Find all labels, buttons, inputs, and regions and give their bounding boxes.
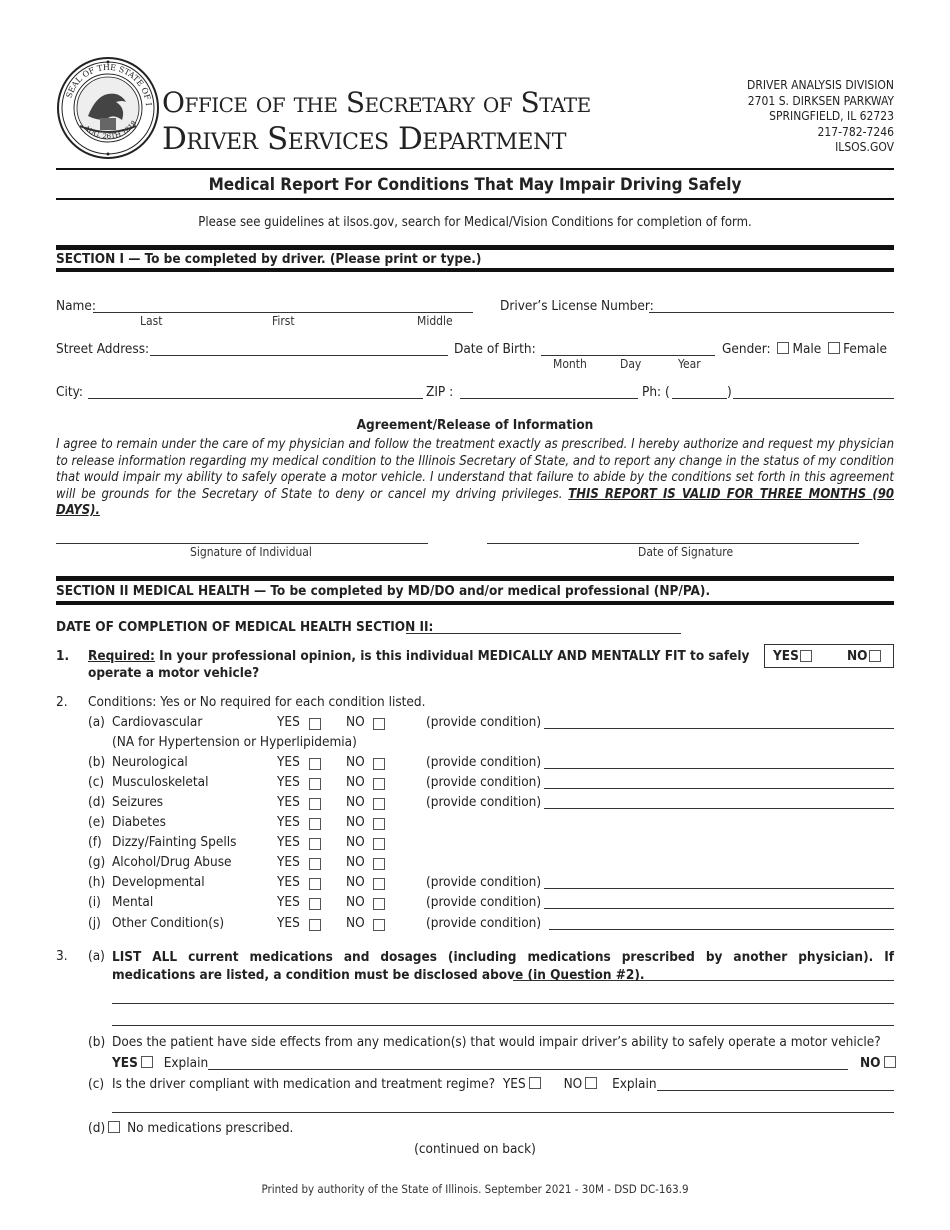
signature-label: Signature of Individual [190,545,312,559]
q3b-explain-field[interactable] [208,1069,848,1070]
condition-no-checkbox[interactable] [373,758,385,770]
q1-yes-label: YES [773,648,799,664]
provide-condition-field[interactable] [544,808,894,809]
condition-yes-checkbox[interactable] [309,838,321,850]
q2-intro: Conditions: Yes or No required for each condition listed. [88,694,426,710]
condition-name: Seizures [112,794,164,810]
condition-name: Dizzy/Fainting Spells [112,834,237,850]
condition-yes-label: YES [277,874,300,890]
condition-yes-checkbox[interactable] [309,758,321,770]
website: ILSOS.GOV [835,140,894,154]
date-completion-label: DATE OF COMPLETION OF MEDICAL HEALTH SECTION II: [56,619,434,635]
address-line-2: SPRINGFIELD, IL 62723 [769,109,894,123]
q3b-no-checkbox[interactable] [884,1056,896,1068]
dob-year-caption: Year [678,357,701,371]
first-name-caption: First [272,314,295,328]
q2-number: 2. [56,694,68,710]
q3c-no-label: NO [563,1076,583,1092]
q3b-text: Does the patient have side effects from any medication(s) that would impair driver’s ability to safely operate a motor vehicle? [112,1034,881,1050]
condition-yes-label: YES [277,834,300,850]
q3b-no-label: NO [860,1055,881,1071]
condition-no-checkbox[interactable] [373,878,385,890]
condition-letter: (f) [88,834,102,850]
dob-day-caption: Day [620,357,642,371]
q3c-group [112,1076,657,1092]
condition-no-checkbox[interactable] [373,718,385,730]
condition-no-checkbox[interactable] [373,818,385,830]
q3a-letter: (a) [88,948,105,964]
title-rule-top [56,168,894,170]
male-checkbox[interactable] [777,342,789,354]
date-completion-field[interactable] [406,633,681,634]
license-field[interactable] [649,312,894,313]
phone-close-paren: ) [727,384,732,400]
footer-note: Printed by authority of the State of Illinois. September 2021 - 30M - DSD DC-163.9 [261,1182,689,1196]
street-field[interactable] [150,355,448,356]
q1-required: Required: [88,648,155,664]
condition-letter: (g) [88,854,106,870]
provide-condition-label: (provide condition) [426,774,542,790]
condition-yes-checkbox[interactable] [309,818,321,830]
condition-no-label: NO [346,814,365,830]
date-signature-label: Date of Signature [638,545,734,559]
provide-condition-field[interactable] [544,768,894,769]
section2-rule-top [56,576,894,581]
condition-letter: (d) [88,794,106,810]
form-title: Medical Report For Conditions That May Impair Driving Safely [208,175,742,195]
q3b-yes-checkbox[interactable] [141,1056,153,1068]
q3c-yes-label: YES [502,1076,526,1092]
female-checkbox[interactable] [828,342,840,354]
section1-heading: SECTION I — To be completed by driver. (Please print or type.) [56,251,482,267]
q1-yes-checkbox[interactable] [800,650,812,662]
agreement-body: I agree to remain under the care of my physician and follow the treatment exactly as prescribed. I hereby authorize and request my physician to release information regarding my medical condition to the Illinois Secretary of State, and to report any change in the status of my condition that would impair my ability to safely operate a motor vehicle. I understand that failure to abide by the conditions set forth in this agreement will be grounds for the Secretary of State to deny or cancel my driving privileges. [56,437,894,502]
q3b-explain-label: Explain [163,1055,209,1071]
section2-heading: SECTION II MEDICAL HEALTH — To be completed by MD/DO and/or medical professional (NP/PA). [56,583,711,599]
q3a-text: LIST ALL current medications and dosages (including medications prescribed by another physician). If medications are listed, a condition must be disclosed above (in Question #2). [112,949,894,983]
department-title: Driver Services Department [162,121,566,157]
q1-question: In your professional opinion, is this individual MEDICALLY AND MENTALLY FIT to safely operate a motor vehicle? [88,648,750,681]
condition-yes-label: YES [277,714,300,730]
middle-name-caption: Middle [417,314,453,328]
condition-no-checkbox[interactable] [373,919,385,931]
city-label: City: [56,384,83,400]
section2-rule-bottom [56,601,894,605]
provide-condition-field[interactable] [544,908,894,909]
condition-name: Musculoskeletal [112,774,209,790]
condition-no-label: NO [346,754,365,770]
condition-name: Diabetes [112,814,166,830]
license-label: Driver’s License Number: [500,298,654,314]
q3b-yes-label: YES [112,1055,138,1071]
condition-name: Cardiovascular [112,714,203,730]
q3b-yes-group [112,1055,208,1071]
female-label: Female [843,341,887,357]
condition-yes-label: YES [277,794,300,810]
name-field[interactable] [93,312,473,313]
zip-field[interactable] [460,398,638,399]
phone-label: Ph: ( [642,384,670,400]
dob-field[interactable] [541,355,715,356]
condition-no-checkbox[interactable] [373,798,385,810]
svg-text:SEAL OF THE STATE OF ILLINOIS: SEAL OF THE STATE OF I [64,62,153,107]
q3c-explain-field[interactable] [657,1090,894,1091]
address-line-1: 2701 S. DIRKSEN PARKWAY [747,93,894,108]
provide-condition-field[interactable] [544,788,894,789]
agreement-text [56,437,894,520]
q3c-line-2[interactable] [112,1112,894,1113]
provide-condition-label: (provide condition) [426,794,542,810]
condition-yes-label: YES [277,754,300,770]
title-rule-bottom [56,198,894,200]
q3a-line-3[interactable] [112,1025,894,1026]
condition-no-checkbox[interactable] [373,898,385,910]
provide-condition-label: (provide condition) [426,894,542,910]
dob-month-caption: Month [553,357,587,371]
division-name: DRIVER ANALYSIS DIVISION [747,78,894,92]
phone-number-field[interactable] [733,398,894,399]
q3d-letter: (d) [88,1120,106,1136]
q3c-text: Is the driver compliant with medication and treatment regime? [112,1076,496,1092]
provide-condition-label: (provide condition) [426,714,542,730]
condition-yes-checkbox[interactable] [309,919,321,931]
condition-yes-checkbox[interactable] [309,718,321,730]
condition-name: Alcohol/Drug Abuse [112,854,232,870]
last-name-caption: Last [140,314,163,328]
provide-condition-field[interactable] [544,888,894,889]
date-signature-field[interactable] [487,543,859,544]
condition-letter: (h) [88,874,106,890]
condition-no-checkbox[interactable] [373,838,385,850]
q1-text [88,648,750,681]
q3c-letter: (c) [88,1076,105,1092]
condition-name: Other Condition(s) [112,915,225,931]
condition-name: Mental [112,894,154,910]
condition-letter: (e) [88,814,105,830]
condition-yes-checkbox[interactable] [309,878,321,890]
provide-condition-field[interactable] [549,929,894,930]
dob-label: Date of Birth: [454,341,536,357]
zip-label: ZIP : [426,384,454,400]
section1-rule-top [56,245,894,250]
state-seal [56,56,160,160]
condition-no-checkbox[interactable] [373,858,385,870]
q3b-letter: (b) [88,1034,106,1050]
signature-field[interactable] [56,543,428,544]
street-label: Street Address: [56,341,150,357]
condition-no-label: NO [346,915,365,931]
condition-yes-label: YES [277,854,300,870]
condition-no-label: NO [346,794,365,810]
provide-condition-field[interactable] [544,728,894,729]
gender-group [722,341,887,357]
guidelines-note: Please see guidelines at ilsos.gov, search for Medical/Vision Conditions for completion of form. [198,215,752,230]
condition-yes-label: YES [277,894,300,910]
condition-yes-label: YES [277,774,300,790]
phone-number: 217-782-7246 [817,124,894,139]
condition-yes-checkbox[interactable] [309,778,321,790]
condition-no-checkbox[interactable] [373,778,385,790]
q1-number: 1. [56,648,70,664]
provide-condition-label: (provide condition) [426,915,542,931]
q3-number: 3. [56,948,68,964]
q3d-group [88,1120,293,1136]
gender-label: Gender: [722,341,771,357]
section1-rule-bottom [56,268,894,272]
q3a-line-2[interactable] [112,1003,894,1004]
q3d-checkbox[interactable] [108,1121,120,1133]
male-label: Male [792,341,822,357]
office-title: Office of the Secretary of State [162,86,591,119]
phone-area-code-field[interactable] [672,398,727,399]
agreement-title: Agreement/Release of Information [356,417,594,433]
condition-no-label: NO [346,774,365,790]
q1-no-checkbox[interactable] [869,650,881,662]
condition-letter: (a) [88,714,105,730]
contact-block [747,78,894,156]
condition-yes-label: YES [277,814,300,830]
name-label: Name: [56,298,96,314]
condition-letter: (i) [88,894,101,910]
validity-notice: THIS REPORT IS VALID FOR THREE MONTHS (90 DAYS). [56,486,894,518]
q1-no-label: NO [847,648,868,664]
condition-name: Neurological [112,754,188,770]
condition-yes-checkbox[interactable] [309,898,321,910]
condition-no-label: NO [346,714,365,730]
condition-no-label: NO [346,854,365,870]
condition-yes-checkbox[interactable] [309,798,321,810]
q1-answer-box [764,644,894,668]
q3b-no-group [860,1055,899,1071]
city-field[interactable] [88,398,423,399]
q3c-no-checkbox[interactable] [585,1077,597,1089]
condition-yes-label: YES [277,915,300,931]
condition-no-label: NO [346,894,365,910]
condition-yes-checkbox[interactable] [309,858,321,870]
condition-name: Developmental [112,874,205,890]
provide-condition-label: (provide condition) [426,874,542,890]
condition-no-label: NO [346,834,365,850]
q3a-inline-field[interactable] [513,980,894,981]
provide-condition-label: (provide condition) [426,754,542,770]
svg-text:AUG. 26TH 1818: AUG. 26TH 1818 [82,119,139,141]
continued-note: (continued on back) [414,1141,536,1157]
q3c-explain-label: Explain [612,1076,657,1092]
q3c-yes-checkbox[interactable] [529,1077,541,1089]
condition-no-label: NO [346,874,365,890]
condition-letter: (c) [88,774,105,790]
condition-letter: (j) [88,915,101,931]
q3d-text: No medications prescribed. [127,1120,294,1136]
hypertension-note: (NA for Hypertension or Hyperlipidemia) [112,734,357,750]
condition-letter: (b) [88,754,106,770]
